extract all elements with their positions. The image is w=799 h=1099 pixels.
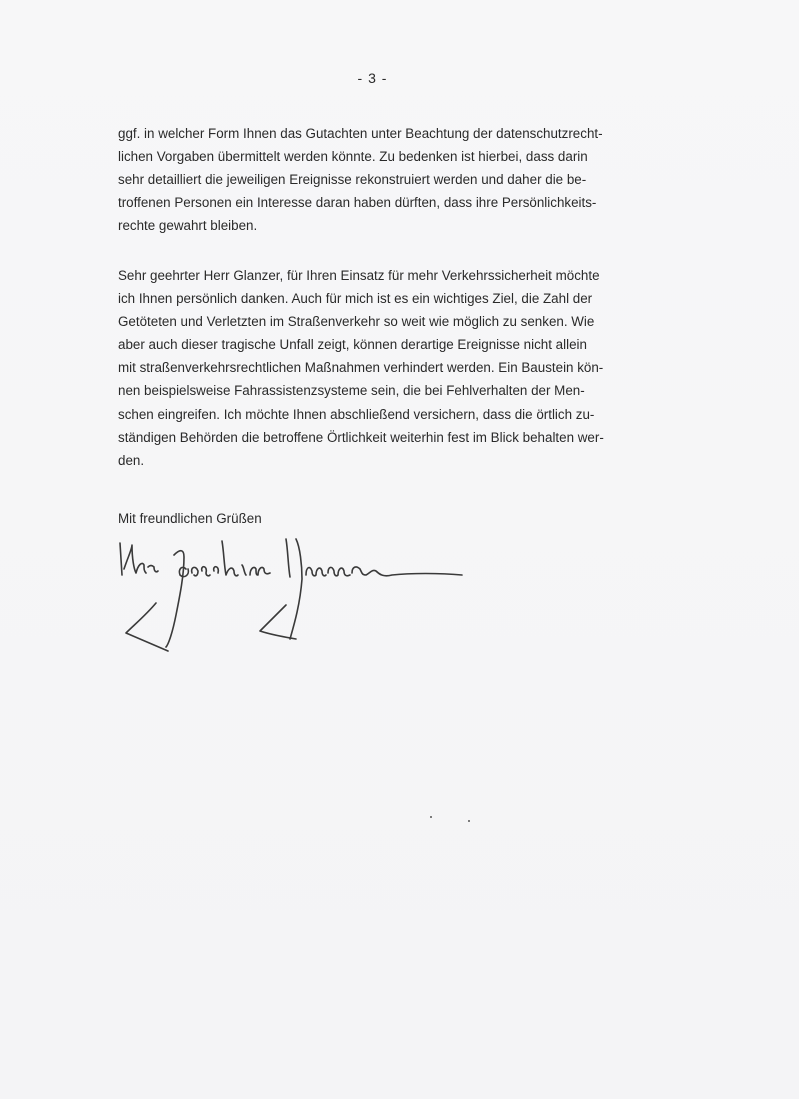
paragraph-2	[118, 264, 638, 472]
scan-speck	[468, 820, 470, 822]
text-line: Getöteten und Verletzten im Straßenverkehr so weit wie möglich zu senken. Wie	[118, 314, 595, 330]
text-line: mit straßenverkehrsrechtlichen Maßnahmen verhindert werden. Ein Baustein kön-	[118, 360, 604, 376]
scan-speck	[430, 816, 432, 818]
text-line: sehr detailliert die jeweiligen Ereignisse rekonstruiert werden und daher die be-	[118, 172, 587, 188]
text-line: den.	[118, 452, 145, 468]
text-line: Sehr geehrter Herr Glanzer, für Ihren Einsatz für mehr Verkehrssicherheit möchte	[118, 268, 600, 283]
text-line: aber auch dieser tragische Unfall zeigt, können derartige Ereignisse nicht allein	[118, 337, 587, 353]
text-line: lichen Vorgaben übermittelt werden könnte. Zu bedenken ist hierbei, dass darin	[118, 149, 588, 165]
page-number: - 3 -	[357, 70, 388, 86]
text-line: ggf. in welcher Form Ihnen das Gutachten unter Beachtung der datenschutzrecht-	[118, 126, 603, 141]
text-line: ich Ihnen persönlich danken. Auch für mich ist es ein wichtiges Ziel, die Zahl der	[118, 291, 593, 307]
text-line: schen eingreifen. Ich möchte Ihnen abschließend versichern, dass die örtlich zu-	[118, 406, 595, 422]
text-line: troffenen Personen ein Interesse daran haben dürften, dass ihre Persönlichkeits-	[118, 195, 597, 211]
text-line: nen beispielsweise Fahrassistenzsysteme sein, die bei Fehlverhalten der Men-	[118, 383, 585, 399]
text-line: ständigen Behörden die betroffene Örtlichkeit weiterhin fest im Blick behalten wer-	[118, 429, 604, 445]
text-line: rechte gewahrt bleiben.	[118, 218, 258, 234]
closing-salutation: Mit freundlichen Grüßen	[118, 511, 262, 526]
signature	[110, 535, 480, 660]
paragraph-1	[118, 122, 638, 237]
